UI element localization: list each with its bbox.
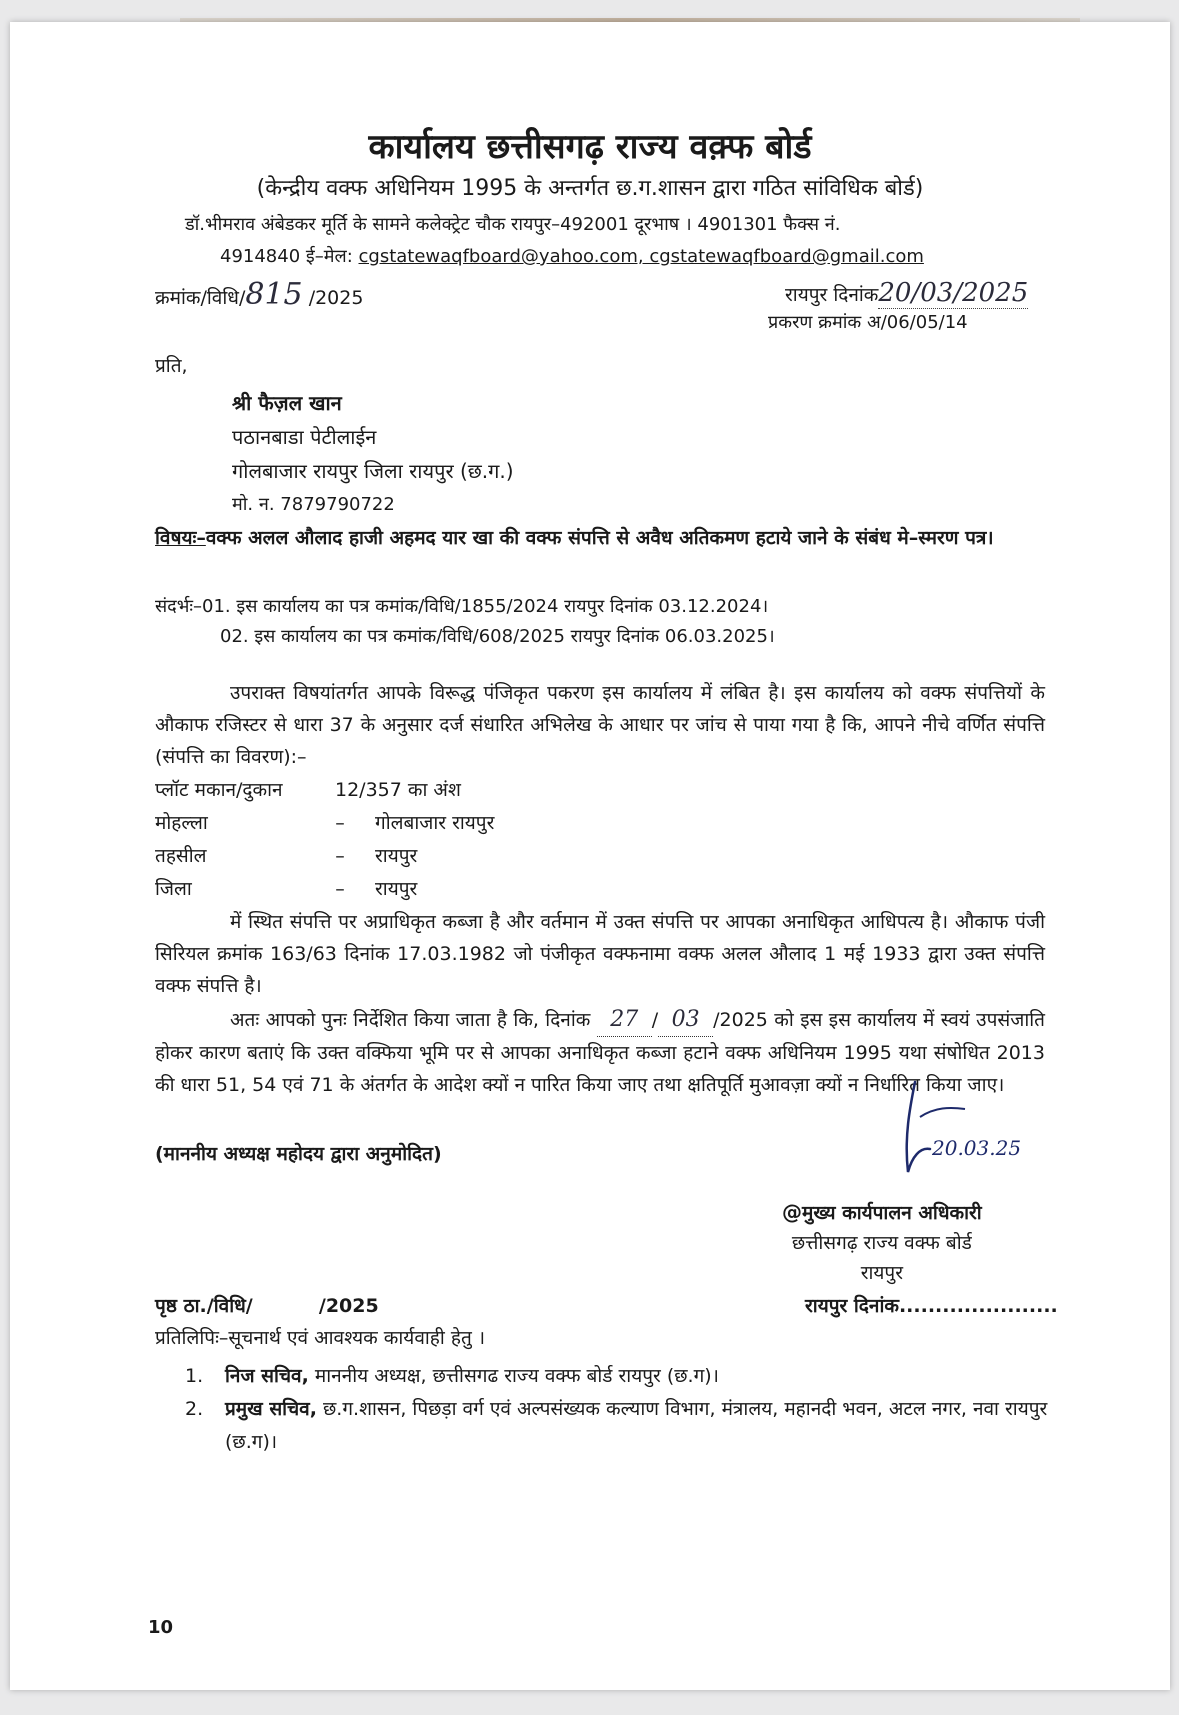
signature-date: 20.03.25 xyxy=(932,1136,1022,1160)
detail-value: 12/357 का अंश xyxy=(335,779,461,801)
detail-row xyxy=(155,873,494,906)
body-paragraph-1 xyxy=(155,677,1045,773)
page-number: 10 xyxy=(148,1617,174,1638)
detail-dash: – xyxy=(335,845,345,867)
detail-key: प्लॉट मकान/दुकान xyxy=(155,779,283,801)
paragraph-3-rest: को इस इस कार्यालय में स्वयं उपसंजाति होकर कारण बताएं कि उक्त वक्फिया भूमि पर से आपका अनाधिकृत कब्जा हटाने वक्फ अधिनियम 1995 यथा संषोधित 2013 की धारा 51, 54 एवं 71 के अंतर्गत के आदेश क्यों न पारित किया जाए तथा क्षतिपूर्ति मुआवज़ा क्यों न निर्धारित किया जाए। xyxy=(155,1009,1045,1096)
fax-email-label: 4914840 ई–मेल: xyxy=(220,246,353,267)
copy-item xyxy=(185,1360,1065,1393)
detail-row xyxy=(155,807,494,840)
copy-recipient-title: प्रमुख सचिव, xyxy=(225,1398,317,1420)
approval-note: (माननीय अध्यक्ष महोदय द्वारा अनुमोदित) xyxy=(155,1143,442,1165)
detail-value: रायपुर xyxy=(375,845,418,867)
office-subtitle: (केन्द्रीय वक्फ अधिनियम 1995 के अन्तर्गत छ.ग.शासन द्वारा गठित सांविधिक बोर्ड) xyxy=(256,176,924,201)
reference-1: संदर्भः–01. इस कार्यालय का पत्र कमांक/विधि/1855/2024 रायपुर दिनांक 03.12.2024। xyxy=(155,596,769,617)
hearing-month-blank xyxy=(658,1004,713,1037)
email-links[interactable]: cgstatewaqfboard@yahoo.com, cgstatewaqfboard@gmail.com xyxy=(358,246,924,267)
detail-value: गोलबाजार रायपुर xyxy=(375,812,495,834)
signoff-city: रायपुर xyxy=(860,1262,903,1284)
detail-row xyxy=(155,840,494,873)
paragraph-2-text: में स्थित संपत्ति पर अप्राधिकृत कब्जा है और वर्तमान में उक्त संपत्ति पर आपका अनाधिकृत आधिपत्य है। औकाफ पंजी सिरियल क्रमांक 163/63 दिनांक 17.03.1982 जो पंजीकृत वक्फनामा वक्फ अलल औलाद 1 मई 1933 द्वारा उक्त संपत्ति वक्फ संपत्ति है। xyxy=(155,911,1045,997)
copy-text xyxy=(225,1393,1065,1459)
detail-key: मोहल्ला xyxy=(155,812,208,834)
office-contact xyxy=(220,244,924,268)
copy-text xyxy=(225,1360,719,1393)
office-address: डॉ.भीमराव अंबेडकर मूर्ति के सामने कलेक्ट्रेट चौक रायपुर–492001 दूरभाष । 4901301 फैक्स नं. xyxy=(185,214,841,235)
designation: मुख्य कार्यपालन अधिकारी xyxy=(802,1202,982,1224)
copy-recipient-title: निज सचिव, xyxy=(225,1365,309,1387)
handwritten-day: 27 xyxy=(610,1007,639,1032)
detail-dash: – xyxy=(335,878,345,900)
paragraph-3-prefix: अतः आपको पुनः निर्देशित किया जाता है कि, दिनांक xyxy=(230,1009,591,1031)
copy-to-label: प्रतिलिपिः–सूचनार्थ एवं आवश्यक कार्यवाही हेतु । xyxy=(155,1327,486,1349)
handwritten-date: 20/03/2025 xyxy=(878,278,1029,308)
signoff-designation-line xyxy=(782,1197,982,1228)
reference-2: 02. इस कार्यालय का पत्र कमांक/विधि/608/2025 रायपुर दिनांक 06.03.2025। xyxy=(220,626,775,647)
property-details xyxy=(155,774,494,906)
references xyxy=(155,592,775,652)
recipient-name: श्री फैज़ल खान xyxy=(232,391,342,415)
recipient-line2: गोलबाजार रायपुर जिला रायपुर (छ.ग.) xyxy=(232,459,514,483)
handwritten-signature xyxy=(890,1077,1030,1191)
endorsement-reference: पृष्ठ ठा./विधि/ /2025 xyxy=(155,1295,379,1317)
copy-recipient-detail: माननीय अध्यक्ष, छत्तीसगढ राज्य वक्फ बोर्ड रायपुर (छ.ग)। xyxy=(308,1365,719,1387)
signoff-block xyxy=(782,1197,982,1288)
endorsement-date: रायपुर दिनांक...................... xyxy=(805,1295,1058,1317)
copy-item xyxy=(185,1393,1065,1459)
letter-page xyxy=(10,22,1170,1690)
date-label: रायपुर दिनांक xyxy=(785,284,879,306)
case-number: प्रकरण क्रमांक अ/06/05/14 xyxy=(768,312,968,333)
detail-value: रायपुर xyxy=(375,878,418,900)
copy-recipients xyxy=(185,1360,1065,1459)
copy-number: 2. xyxy=(185,1398,204,1420)
body-paragraph-2 xyxy=(155,906,1045,1002)
detail-row xyxy=(155,774,494,807)
handwritten-ref-number: 815 xyxy=(245,277,303,312)
paragraph-1-text: उपराक्त विषयांतर्गत आपके विरूद्ध पंजिकृत पकरण इस कार्यालय में लंबित है। इस कार्यालय को वक्फ संपत्तियों के औकाफ रजिस्टर से धारा 37 के अनुसार दर्ज संधारित अभिलेख के आधार पर जांच से पाया गया है कि, आपने नीचे वर्णित संपत्ति (संपत्ति का विवरण):– xyxy=(155,682,1045,768)
subject-label: विषयः– xyxy=(155,527,206,549)
detail-key: जिला xyxy=(155,878,192,900)
hearing-day-blank xyxy=(597,1004,652,1037)
signoff-organization: छत्तीसगढ़ राज्य वक्फ बोर्ड xyxy=(791,1232,972,1254)
subject-text: वक्फ अलल औलाद हाजी अहमद यार खा की वक्फ संपत्ति से अवैध अतिकमण हटाये जाने के संबंध मे–स्मरण पत्र। xyxy=(205,527,994,549)
subject-line xyxy=(155,522,1055,554)
letter-reference-number xyxy=(155,277,363,312)
body-paragraph-3: अतः आपको पुनः निर्देशित किया जाता है कि, दिनांक 27 / 03 /2025 को इस इस कार्यालय में स्वयं उपसंजाति होकर कारण बताएं कि उक्त वक्फिया भूमि पर से आपका अनाधिकृत कब्जा हटाने वक्फ अधिनियम 1995 यथा संषोधित 2013 की धारा 51, 54 एवं 71 के अंतर्गत के आदेश क्यों न पारित किया जाए तथा क्षतिपूर्ति मुआवज़ा क्यों न निर्धारित किया जाए। xyxy=(155,1004,1045,1101)
hearing-year: /2025 xyxy=(713,1009,768,1031)
copy-recipient-detail: छ.ग.शासन, पिछड़ा वर्ग एवं अल्पसंख्यक कल्याण विभाग, मंत्रालय, महानदी भवन, अटल नगर, नवा रायपुर (छ.ग)। xyxy=(225,1398,1048,1453)
recipient-address xyxy=(232,386,514,522)
to-label: प्रति, xyxy=(155,355,188,377)
signature-scribble xyxy=(890,1077,1030,1187)
handwritten-month: 03 xyxy=(671,1007,700,1032)
recipient-line1: पठानबाडा पेटीलाईन xyxy=(232,425,377,449)
detail-dash: – xyxy=(335,812,345,834)
office-title: कार्यालय छत्तीसगढ़ राज्य वक़्फ बोर्ड xyxy=(368,127,812,167)
detail-key: तहसील xyxy=(155,845,207,867)
seal-mark: @ xyxy=(782,1200,802,1224)
copy-number: 1. xyxy=(185,1365,204,1387)
ref-suffix: /2025 xyxy=(308,287,364,309)
recipient-phone: मो. न. 7879790722 xyxy=(232,494,395,515)
letter-date xyxy=(785,278,1028,308)
ref-prefix: क्रमांक/विधि/ xyxy=(155,287,246,309)
